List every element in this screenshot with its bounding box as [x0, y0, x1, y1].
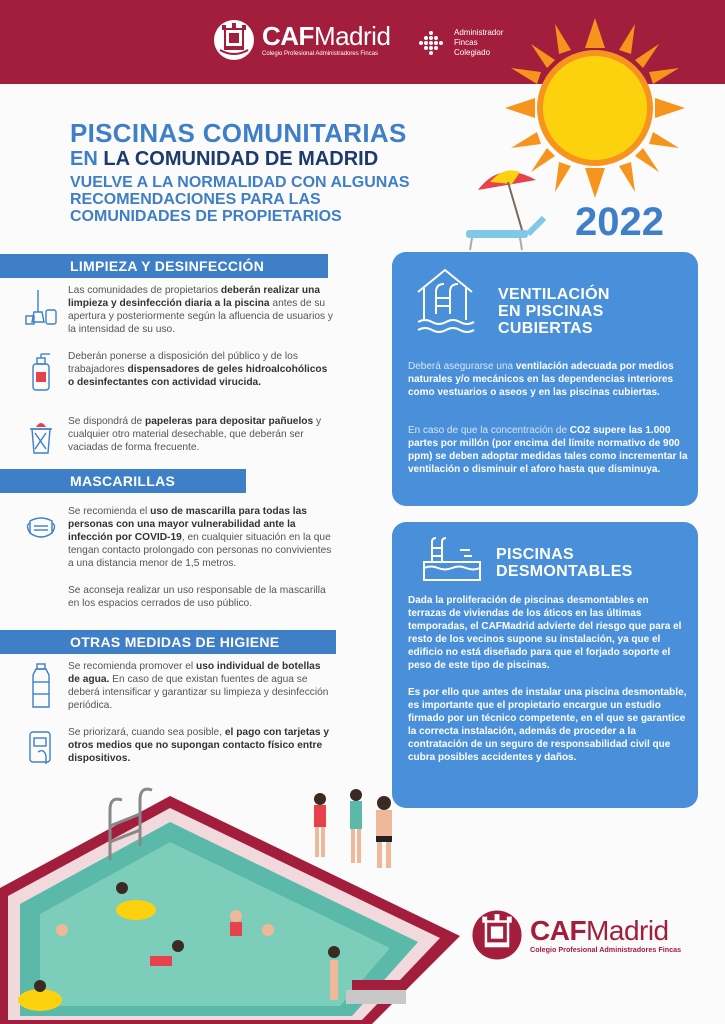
ventilacion-p2-a: En caso de que la concentración de — [408, 425, 570, 436]
year: 2022 — [575, 200, 664, 244]
admin-badge — [418, 28, 503, 58]
logo-thin: Madrid — [313, 21, 391, 51]
indoor-pool-icon — [414, 266, 476, 336]
subtitle-line-3: COMUNIDADES DE PROPIETARIOS — [70, 208, 342, 225]
footer-logo-thin: Madrid — [586, 914, 669, 946]
admin-line-2: Fincas — [454, 38, 478, 47]
title-prefix: EN — [70, 148, 98, 170]
limpieza-3-b: papeleras para depositar pañuelos — [145, 416, 314, 427]
limpieza-3-c: y cualquier otro material desechable, que deberán ser vaciadas de forma frecuente. — [68, 416, 322, 453]
desmontables-heading-2: DESMONTABLES — [496, 563, 633, 580]
admin-line-1: Administrador — [454, 28, 504, 37]
crest-icon — [212, 18, 256, 62]
bottle-icon — [24, 662, 58, 710]
subtitle-line-1: VUELVE A LA NORMALIDAD CON ALGUNAS — [70, 174, 410, 191]
title-line-1: PISCINAS COMUNITARIAS — [70, 118, 407, 148]
limpieza-3-a: Se dispondrá de — [68, 416, 146, 427]
card-ventilacion — [392, 252, 698, 506]
mascarillas-1-a: Se recomienda el — [68, 506, 151, 517]
desmontables-heading — [496, 546, 633, 580]
higiene-2-a: Se priorizará, cuando sea posible, — [68, 727, 225, 738]
ventilacion-heading-2: EN PISCINAS — [498, 303, 604, 320]
umbrella-lounger-icon — [460, 160, 550, 255]
higiene-item-2 — [24, 726, 334, 768]
cleaning-icon — [24, 286, 58, 326]
title-line-2 — [70, 148, 378, 171]
mascarillas-item-2 — [68, 584, 334, 610]
mask-icon — [24, 507, 58, 547]
limpieza-item-2 — [24, 350, 334, 392]
admin-dots-icon — [418, 30, 444, 56]
limpieza-1-c: antes de su apertura y posteriormente según la afluencia de usuarios y la intensidad de su uso. — [68, 298, 334, 335]
limpieza-2-b: dispensadores de geles hidroalcohólicos o desinfectantes con actividad virucida. — [68, 364, 328, 388]
limpieza-2-a: Deberán ponerse a disposición del público y de los trabajadores — [68, 351, 298, 375]
footer-logo[interactable] — [470, 908, 681, 962]
limpieza-item-1 — [24, 284, 334, 336]
logo-bold: CAF — [262, 21, 314, 51]
section-higiene-heading: OTRAS MEDIDAS DE HIGIENE — [0, 630, 336, 654]
ventilacion-p2 — [408, 424, 688, 476]
subtitle-line-2: RECOMENDACIONES PARA LAS — [70, 191, 321, 208]
mascarillas-item-1 — [24, 505, 334, 570]
mascarillas-1-c: , en cualquier situación en la que tengan contacto prolongado con personas no convivientes a una distancia menor de 1,5 metros. — [68, 532, 332, 569]
title-region: LA COMUNIDAD DE MADRID — [103, 148, 379, 170]
ventilacion-p1-b: ventilación adecuada por medios naturales y/o mecánicos en las dependencias interiores como vestuarios o aseos y en las piscinas cubiertas. — [408, 361, 674, 398]
ventilacion-p1-a: Deberá asegurarse una — [408, 361, 516, 372]
limpieza-1-a: Las comunidades de propietarios — [68, 285, 221, 296]
ventilacion-heading — [498, 286, 610, 337]
ventilacion-heading-1: VENTILACIÓN — [498, 286, 610, 303]
section-mascarillas-heading: MASCARILLAS — [0, 469, 246, 493]
logo-subtitle: Colegio Profesional Administradores Fincas — [262, 51, 379, 57]
crest-icon — [470, 908, 524, 962]
higiene-2-b: el pago con tarjetas y otros medios que no supongan contacto físico entre dispositivos. — [68, 727, 330, 764]
higiene-item-1 — [24, 660, 334, 712]
mascarillas-1-b: uso de mascarilla para todas las personas con una mayor vulnerabilidad ante la infección por COVID-19 — [68, 506, 307, 543]
footer-logo-subtitle: Colegio Profesional Administradores Fincas — [530, 944, 682, 954]
admin-line-3: Colegiado — [454, 48, 491, 57]
ventilacion-p1 — [408, 360, 688, 399]
footer-logo-bold: CAF — [530, 914, 587, 946]
desmontables-p2: Es por ello que antes de instalar una piscina desmontable, es importante que el propietario encargue un estudio firmado por un técnico competente, en el que se garantice la correcta instalación, además de proceder a la contratación de un seguro de responsabilidad civil que cubra posibles accidentes y daños. — [408, 687, 687, 763]
caf-logo[interactable] — [212, 18, 390, 62]
higiene-1-b: uso individual de botellas de agua. — [68, 661, 321, 685]
above-ground-pool-icon — [420, 536, 484, 584]
bin-icon — [24, 417, 58, 457]
people-illustration — [300, 785, 410, 875]
limpieza-item-3 — [24, 415, 334, 457]
desmontables-p1: Dada la proliferación de piscinas desmontables en terrazas de viviendas de los áticos en las últimas temporadas, el CAFMadrid advierte del riesgo que para el resto de los vecinos supone su instalación, ya que el edificio no está diseñado para que el forjado soporte el peso de este tipo de piscinas. — [408, 595, 682, 671]
mascarillas-2: Se aconseja realizar un uso responsable de la mascarilla en los espacios cerrados de uso público. — [68, 585, 326, 609]
sanitizer-icon — [24, 352, 58, 392]
section-limpieza-heading: LIMPIEZA Y DESINFECCIÓN — [0, 254, 328, 278]
desmontables-heading-1: PISCINAS — [496, 546, 574, 563]
subtitle — [70, 174, 470, 225]
ventilacion-p2-b: CO2 supere las 1.000 partes por millón (por encima del límite normativo de 900 ppm) se deben adoptar medidas tales como incrementar la ventilación o disminuir el aforo hasta que disminuya. — [408, 425, 688, 475]
ventilacion-heading-3: CUBIERTAS — [498, 320, 593, 337]
higiene-1-a: Se recomienda promover el — [68, 661, 196, 672]
higiene-1-c: En caso de que existan fuentes de agua se deberá intensificar y garantizar su limpieza y desinfección periódica. — [68, 674, 329, 711]
card-desmontables — [392, 522, 698, 808]
card-payment-icon — [24, 728, 58, 768]
limpieza-1-b: deberán realizar una limpieza y desinfección diaria a la piscina — [68, 285, 321, 309]
